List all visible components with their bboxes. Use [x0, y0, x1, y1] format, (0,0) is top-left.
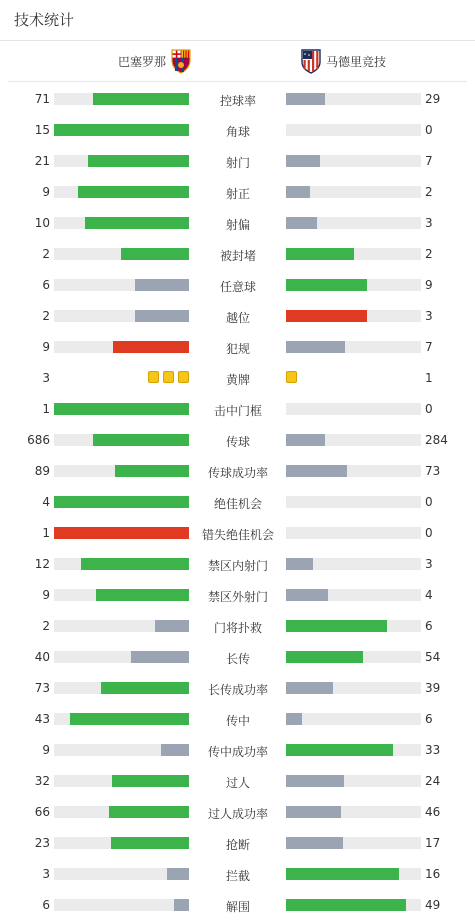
away-stat-bar-fill — [286, 899, 406, 911]
away-stat-bar-fill — [286, 279, 367, 291]
home-stat-bar — [54, 713, 189, 725]
home-stat-bar-fill — [113, 341, 189, 353]
home-stat-bar — [54, 620, 189, 632]
away-stat-bar-fill — [286, 651, 363, 663]
away-stat-bar — [286, 837, 421, 849]
away-stat-value: 29 — [425, 92, 441, 106]
home-stat-bar-fill — [85, 217, 189, 229]
home-stat-bar-fill — [70, 713, 189, 725]
home-stat-bar-fill — [174, 899, 189, 911]
home-stat-bar — [54, 403, 189, 415]
home-stat-bar-fill — [88, 155, 189, 167]
stat-label: 传中成功率 — [207, 745, 268, 759]
home-stat-bar — [54, 899, 189, 911]
stat-row — [0, 735, 475, 766]
stat-label: 禁区外射门 — [207, 590, 268, 604]
away-stat-bar — [286, 186, 421, 198]
home-stat-bar — [54, 279, 189, 291]
away-stat-value: 9 — [425, 278, 433, 292]
home-stat-bar-fill — [167, 868, 189, 880]
away-stat-value: 2 — [425, 247, 433, 261]
away-stat-value: 4 — [425, 588, 433, 602]
away-stat-value: 46 — [425, 805, 441, 819]
home-stat-value: 2 — [42, 309, 50, 323]
home-stat-bar-fill — [115, 465, 189, 477]
stat-label: 过人成功率 — [207, 807, 268, 821]
home-stat-bar — [54, 248, 189, 260]
home-stat-value: 3 — [42, 867, 50, 881]
away-stat-bar-fill — [286, 775, 344, 787]
away-stat-bar — [286, 806, 421, 818]
home-stat-bar — [54, 93, 189, 105]
home-stat-bar — [54, 496, 189, 508]
home-stat-bar — [54, 806, 189, 818]
home-stat-value: 1 — [42, 402, 50, 416]
home-stat-bar-fill — [135, 310, 189, 322]
home-stat-value: 9 — [42, 743, 50, 757]
stat-row — [0, 146, 475, 177]
away-stat-bar — [286, 899, 421, 911]
home-stat-value: 2 — [42, 247, 50, 261]
stat-row — [0, 518, 475, 549]
stat-label: 射正 — [225, 187, 250, 201]
home-stat-bar — [54, 775, 189, 787]
home-stat-value: 89 — [34, 464, 50, 478]
stat-label: 拦截 — [225, 869, 250, 883]
stat-row — [0, 270, 475, 301]
home-stat-bar-fill — [54, 527, 189, 539]
away-stat-bar — [286, 465, 421, 477]
home-stat-bar-fill — [131, 651, 189, 663]
away-stat-value: 1 — [425, 371, 433, 385]
away-stat-value: 2 — [425, 185, 433, 199]
away-stat-value: 6 — [425, 619, 433, 633]
stat-row — [0, 580, 475, 611]
away-stat-bar — [286, 620, 421, 632]
home-stat-bar-fill — [78, 186, 189, 198]
stat-row — [0, 611, 475, 642]
away-stat-value: 3 — [425, 216, 433, 230]
stat-row — [0, 704, 475, 735]
away-stat-bar-fill — [286, 713, 302, 725]
home-stat-value: 6 — [42, 278, 50, 292]
stat-label: 错失绝佳机会 — [201, 528, 274, 542]
stat-row — [0, 797, 475, 828]
yellow-card-icon — [286, 371, 297, 383]
away-stat-bar — [286, 868, 421, 880]
stat-label: 犯规 — [225, 342, 250, 356]
home-stat-bar — [54, 837, 189, 849]
barcelona-crest-icon — [170, 48, 192, 74]
home-stat-bar-fill — [161, 744, 189, 756]
stat-label: 解围 — [225, 900, 250, 914]
stat-label: 过人 — [225, 776, 250, 790]
home-stat-bar — [54, 434, 189, 446]
stat-row — [0, 208, 475, 239]
home-stat-value: 73 — [34, 681, 50, 695]
stat-label: 传中 — [225, 714, 250, 728]
home-stat-bar-fill — [93, 93, 189, 105]
away-stat-bar-fill — [286, 620, 387, 632]
away-stat-bar — [286, 682, 421, 694]
home-stat-bar-fill — [101, 682, 189, 694]
away-stat-bar-fill — [286, 93, 325, 105]
away-stat-bar — [286, 310, 421, 322]
away-stat-bar-fill — [286, 868, 399, 880]
home-stat-bar-fill — [93, 434, 189, 446]
stat-row — [0, 115, 475, 146]
home-stat-bar — [54, 217, 189, 229]
home-stat-bar — [54, 682, 189, 694]
away-stat-bar-fill — [286, 806, 341, 818]
home-stat-value: 9 — [42, 588, 50, 602]
stat-label: 传球 — [225, 435, 250, 449]
stat-label: 黄牌 — [225, 373, 250, 387]
away-stat-bar — [286, 124, 421, 136]
away-stat-value: 284 — [425, 433, 448, 447]
away-stat-value: 7 — [425, 340, 433, 354]
home-stat-value: 71 — [34, 92, 50, 106]
stat-label: 击中门框 — [213, 404, 262, 418]
away-stat-value: 0 — [425, 526, 433, 540]
page-title: 技术统计 — [0, 0, 475, 41]
home-stat-value: 12 — [34, 557, 50, 571]
away-stat-bar-fill — [286, 465, 347, 477]
stat-row — [0, 363, 475, 394]
away-stat-value: 7 — [425, 154, 433, 168]
home-stat-bar-fill — [54, 124, 189, 136]
home-stat-bar — [54, 465, 189, 477]
yellow-card-icon — [163, 371, 174, 383]
stat-label: 任意球 — [219, 280, 256, 294]
away-stat-bar — [286, 775, 421, 787]
home-stat-bar — [54, 589, 189, 601]
away-stat-bar — [286, 527, 421, 539]
stat-row — [0, 673, 475, 704]
home-stat-bar-fill — [155, 620, 189, 632]
home-stat-value: 9 — [42, 340, 50, 354]
away-stat-bar-fill — [286, 155, 320, 167]
away-stat-value: 17 — [425, 836, 441, 850]
home-stat-bar — [54, 186, 189, 198]
home-team-name: 巴塞罗那 — [118, 54, 167, 69]
stat-row — [0, 301, 475, 332]
home-stat-bar — [54, 527, 189, 539]
away-stat-value: 16 — [425, 867, 441, 881]
home-team[interactable] — [114, 41, 192, 81]
home-stat-bar — [54, 558, 189, 570]
stat-row — [0, 239, 475, 270]
home-stat-bar — [54, 651, 189, 663]
home-stat-bar-fill — [96, 589, 189, 601]
home-stat-bar-fill — [135, 279, 189, 291]
yellow-card-icon — [178, 371, 189, 383]
home-stat-value: 1 — [42, 526, 50, 540]
away-stat-value: 73 — [425, 464, 441, 478]
stat-row — [0, 859, 475, 890]
stat-label: 长传 — [225, 652, 250, 666]
stat-label: 控球率 — [219, 94, 256, 108]
stat-row — [0, 456, 475, 487]
stat-label: 抢断 — [225, 838, 250, 852]
stat-row — [0, 425, 475, 456]
home-stat-bar — [54, 310, 189, 322]
stat-row — [0, 332, 475, 363]
stat-label: 禁区内射门 — [207, 559, 268, 573]
away-team-name: 马德里竞技 — [326, 54, 387, 69]
away-stat-value: 6 — [425, 712, 433, 726]
home-stat-bar-fill — [111, 837, 189, 849]
away-stat-bar-fill — [286, 217, 317, 229]
stat-label: 传球成功率 — [207, 466, 268, 480]
away-stat-value: 0 — [425, 402, 433, 416]
atletico-crest-icon — [300, 48, 322, 74]
home-stat-value: 6 — [42, 898, 50, 912]
away-stat-bar — [286, 93, 421, 105]
away-yellow-cards — [286, 371, 297, 385]
away-stat-bar-fill — [286, 558, 313, 570]
stat-label: 被封堵 — [219, 249, 256, 263]
stat-row — [0, 890, 475, 921]
away-stat-bar-fill — [286, 682, 333, 694]
away-stat-bar-fill — [286, 434, 325, 446]
away-stat-bar — [286, 248, 421, 260]
home-stat-value: 21 — [34, 154, 50, 168]
away-stat-bar-fill — [286, 186, 310, 198]
home-stat-bar-fill — [54, 496, 189, 508]
home-yellow-cards — [148, 371, 189, 385]
away-stat-value: 54 — [425, 650, 441, 664]
teams-header — [8, 41, 467, 82]
stat-label: 角球 — [225, 125, 250, 139]
home-stat-value: 10 — [34, 216, 50, 230]
stat-row — [0, 84, 475, 115]
home-stat-bar — [54, 124, 189, 136]
home-stat-value: 23 — [34, 836, 50, 850]
home-stat-bar — [54, 155, 189, 167]
away-stat-bar — [286, 713, 421, 725]
away-team[interactable] — [300, 41, 390, 81]
away-stat-bar — [286, 651, 421, 663]
away-stat-bar — [286, 558, 421, 570]
stat-label: 越位 — [225, 311, 250, 325]
home-stat-bar-fill — [112, 775, 189, 787]
yellow-card-icon — [148, 371, 159, 383]
home-stat-value: 2 — [42, 619, 50, 633]
home-stat-bar-fill — [121, 248, 189, 260]
home-stat-value: 686 — [27, 433, 50, 447]
home-stat-value: 9 — [42, 185, 50, 199]
away-stat-value: 49 — [425, 898, 441, 912]
away-stat-value: 0 — [425, 495, 433, 509]
stat-row — [0, 177, 475, 208]
home-stat-value: 66 — [34, 805, 50, 819]
away-stat-value: 0 — [425, 123, 433, 137]
home-stat-value: 4 — [42, 495, 50, 509]
stat-row — [0, 642, 475, 673]
stat-label: 射门 — [225, 156, 250, 170]
away-stat-bar — [286, 434, 421, 446]
home-stat-bar-fill — [54, 403, 189, 415]
stat-label: 射偏 — [225, 218, 250, 232]
stat-row — [0, 487, 475, 518]
away-stat-bar — [286, 403, 421, 415]
home-stat-bar — [54, 744, 189, 756]
stat-label: 长传成功率 — [207, 683, 268, 697]
away-stat-value: 39 — [425, 681, 441, 695]
away-stat-bar-fill — [286, 310, 367, 322]
away-stat-bar — [286, 217, 421, 229]
away-stat-bar — [286, 496, 421, 508]
home-stat-value: 43 — [34, 712, 50, 726]
away-stat-bar — [286, 155, 421, 167]
away-stat-bar — [286, 279, 421, 291]
home-stat-value: 3 — [42, 371, 50, 385]
stat-row — [0, 766, 475, 797]
away-stat-bar — [286, 589, 421, 601]
stat-label: 门将扑救 — [213, 621, 262, 635]
away-stat-value: 3 — [425, 557, 433, 571]
stat-label: 绝佳机会 — [213, 497, 262, 511]
away-stat-value: 24 — [425, 774, 441, 788]
home-stat-bar — [54, 868, 189, 880]
home-stat-value: 32 — [34, 774, 50, 788]
away-stat-bar-fill — [286, 837, 343, 849]
away-stat-bar-fill — [286, 744, 393, 756]
away-stat-bar-fill — [286, 589, 328, 601]
home-stat-bar-fill — [109, 806, 189, 818]
stat-row — [0, 828, 475, 859]
stat-row — [0, 394, 475, 425]
home-stat-bar — [54, 341, 189, 353]
away-stat-bar-fill — [286, 341, 345, 353]
stat-row — [0, 549, 475, 580]
home-stat-value: 15 — [34, 123, 50, 137]
away-stat-bar — [286, 341, 421, 353]
away-stat-bar-fill — [286, 248, 354, 260]
away-stat-value: 3 — [425, 309, 433, 323]
away-stat-value: 33 — [425, 743, 441, 757]
home-stat-bar-fill — [81, 558, 189, 570]
home-stat-value: 40 — [34, 650, 50, 664]
away-stat-bar — [286, 744, 421, 756]
